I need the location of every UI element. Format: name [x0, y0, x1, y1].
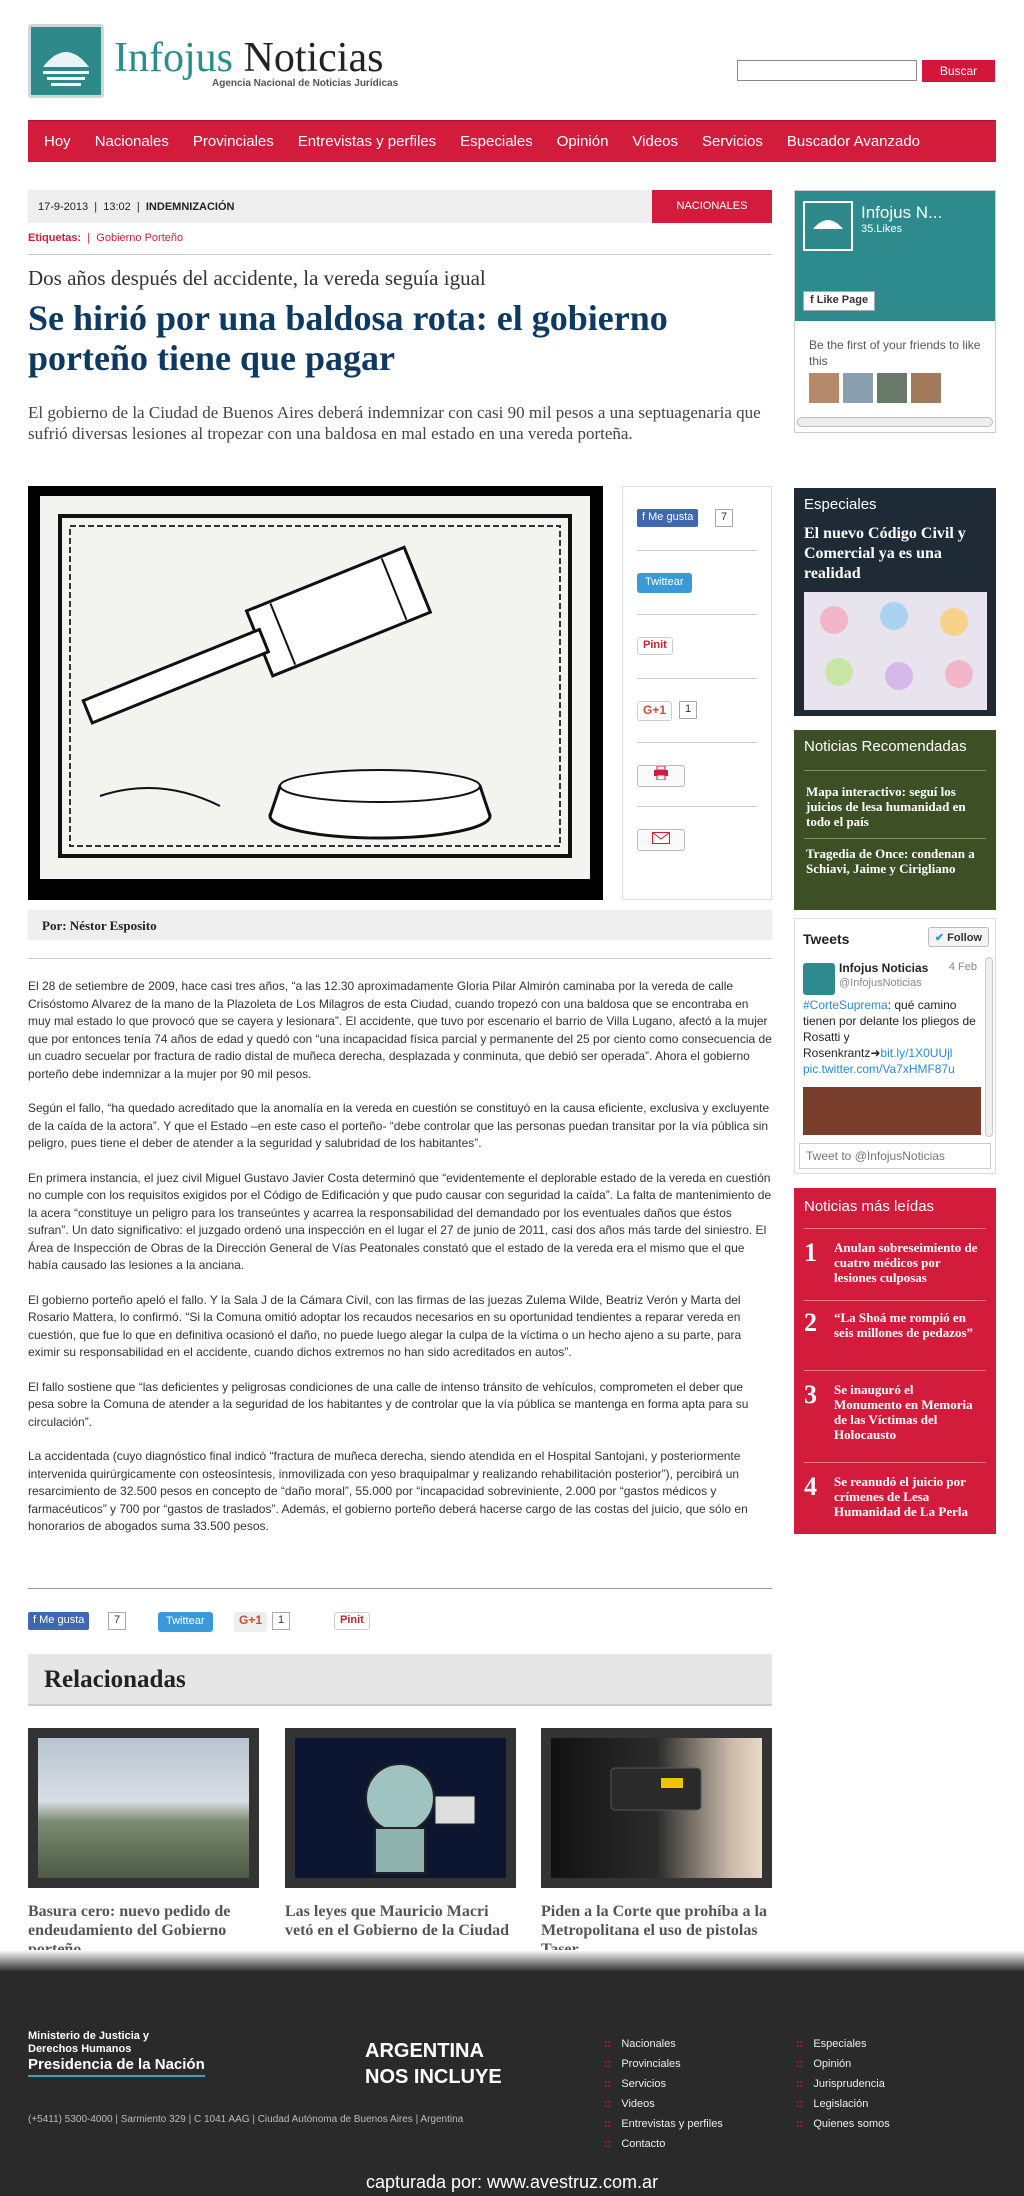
- body-paragraph: En primera instancia, el juez civil Miguel Gustavo Javier Costa determinó que “evidentemente el deplorable estado de la vereda en cuestión no cumple con los requisitos exigidos por el Código de Edificación y que pudo causar con seguridad la caída”. La falta de mantenimiento de la acera “constituye un peligro para los transeúntes y acarrea la responsabilidad del demandado por los eventuales daños que éstos sufran”. Un dato significativo: el juzgado ordenó una inspección en el lugar el 27 de junio de 2011, casi dos años más tarde del siniestro. El Área de Inspección de Obras de la Dirección General de Vías Peatonales constató que el estado de la vereda era el mismo que el que había causado las lesiones a la anciana.: [28, 1170, 772, 1272]
- footer-link-label: Provinciales: [621, 2058, 681, 2070]
- tweet-date[interactable]: 4 Feb: [948, 961, 977, 973]
- footer-link[interactable]: :: Opinión: [796, 2058, 852, 2070]
- footer-link-label: Legislación: [813, 2098, 869, 2110]
- related-title[interactable]: Las leyes que Mauricio Macri vetó en el Gobierno de la Ciudad: [285, 1903, 510, 1939]
- footer-link-label: Especiales: [813, 2038, 867, 2050]
- site-footer: [0, 1972, 1024, 2196]
- footer-ministerio[interactable]: Ministerio de Justicia y Derechos Humanos: [28, 2030, 150, 2055]
- facebook-friends-text: Be the first of your friends to like this: [809, 338, 981, 368]
- mas-leida-title[interactable]: Se reanudó el juicio por crímenes de Lesa Humanidad de La Perla: [834, 1474, 968, 1519]
- facebook-page-likes: 35.Likes: [861, 223, 902, 235]
- mas-leidas-heading: Noticias más leídas: [804, 1198, 935, 1215]
- divider: [28, 254, 772, 255]
- body-paragraph: El fallo sostiene que “las deficientes y peligrosas condiciones de una calle de intenso tránsito de vehículos, comprometen el deber que pesa sobre la Comuna de atender a la seguridad de los habitantes y de controlar que la vía pública se mantenga en forma apta para su circulación”.: [28, 1379, 749, 1429]
- tweets-heading: Tweets: [803, 931, 850, 947]
- share-row-twitter: [637, 551, 757, 615]
- search-button[interactable]: Buscar: [922, 60, 995, 82]
- gplus-button[interactable]: G+1: [234, 1612, 267, 1632]
- footer-presidencia[interactable]: Presidencia de la Nación: [28, 2056, 205, 2077]
- divider: [804, 770, 986, 771]
- mas-leida-title[interactable]: “La Shoá me rompió en seis millones de pedazos”: [834, 1310, 974, 1340]
- tweet-body: : qué camino tienen por delante los pliegos de Rosatti y Rosenkrantz➜: [803, 998, 976, 1060]
- footer-link[interactable]: :: Contacto: [604, 2138, 666, 2150]
- footer-argentina-line2: NOS INCLUYE: [365, 2066, 502, 2088]
- nav-item-provinciales[interactable]: Provinciales: [192, 133, 274, 150]
- gplus-button[interactable]: G+1: [637, 701, 672, 721]
- divider: [804, 1300, 986, 1301]
- mas-leidas-box: [794, 1188, 996, 1534]
- tweet-to-input[interactable]: [799, 1143, 991, 1169]
- tags-label: Etiquetas:: [28, 232, 82, 244]
- tweet-author-name[interactable]: Infojus Noticias: [839, 961, 929, 975]
- divider: [28, 1588, 772, 1589]
- search-input[interactable]: [737, 60, 917, 81]
- especiales-box: [794, 488, 996, 716]
- tweet-author-avatar[interactable]: [803, 963, 835, 995]
- article-body: [28, 978, 772, 1553]
- related-title[interactable]: Piden a la Corte que prohíba a la Metropolitana el uso de pistolas: [541, 1903, 767, 1939]
- printer-icon[interactable]: [637, 765, 685, 787]
- logo-name-infojus: Infojus: [114, 35, 233, 81]
- friend-avatar[interactable]: [843, 373, 873, 403]
- footer-link-label: Servicios: [621, 2078, 666, 2090]
- capture-watermark: capturada por: www.avestruz.com.ar: [365, 2172, 659, 2192]
- facebook-like-count: 7: [108, 1612, 126, 1630]
- tweet-image[interactable]: [803, 1087, 981, 1135]
- article-headline: Se hirió por una baldosa rota: el gobierno porteño tiene que pagar: [28, 298, 668, 378]
- nav-item-servicios[interactable]: Servicios: [702, 133, 763, 150]
- recomendadas-heading: Noticias Recomendadas: [804, 738, 967, 755]
- facebook-widget-scrollbar[interactable]: [797, 417, 993, 427]
- byline-bar: [28, 910, 772, 940]
- footer-link[interactable]: :: Jurisprudencia: [796, 2078, 885, 2090]
- footer-argentina-line1: ARGENTINA: [365, 2040, 484, 2062]
- tweet-text: [803, 997, 981, 1077]
- footer-link[interactable]: :: Videos: [604, 2098, 655, 2110]
- mas-leida-rank: 1: [804, 1238, 817, 1267]
- article-kicker: Dos años después del accidente, la vereda seguía igual: [28, 266, 486, 290]
- facebook-like-count: 7: [715, 509, 733, 527]
- recomendada-link[interactable]: Mapa interactivo: seguí los juicios de lesa humanidad en todo el país: [806, 784, 966, 829]
- footer-shadow: [0, 1950, 1024, 1972]
- section-badge[interactable]: NACIONALES: [652, 190, 772, 223]
- nav-item-videos[interactable]: Videos: [632, 133, 679, 150]
- related-item[interactable]: [285, 1728, 516, 1940]
- footer-link-label: Jurisprudencia: [813, 2078, 885, 2090]
- logo-subtitle: Agencia Nacional de Noticias Jurídicas: [212, 78, 399, 89]
- twitter-share-button[interactable]: Twittear: [637, 573, 692, 593]
- friend-avatar[interactable]: [877, 373, 907, 403]
- share-row-gplus: [637, 679, 757, 743]
- twitter-bird-icon: ✔: [934, 932, 945, 944]
- mas-leida-title[interactable]: Se inauguró el Monumento en Memoria de las Víctimas del Holocausto: [834, 1382, 973, 1442]
- divider: [28, 958, 772, 959]
- facebook-like-label: Me gusta: [648, 511, 694, 523]
- logo-icon[interactable]: [28, 24, 104, 98]
- friend-avatar[interactable]: [911, 373, 941, 403]
- envelope-icon[interactable]: [637, 829, 685, 851]
- footer-link[interactable]: :: Legislación: [796, 2098, 869, 2110]
- main-nav: [28, 120, 996, 162]
- divider: [804, 838, 986, 839]
- related-heading: Relacionadas: [44, 1666, 186, 1693]
- twitter-share-button[interactable]: Twittear: [158, 1612, 213, 1632]
- share-row-facebook: [637, 487, 757, 551]
- mas-leida-rank: 3: [804, 1380, 817, 1409]
- site-header: [0, 0, 1024, 118]
- share-row-pinterest: [637, 615, 757, 679]
- related-item[interactable]: [541, 1728, 772, 1959]
- facebook-page-avatar[interactable]: [803, 201, 853, 251]
- body-paragraph: El 28 de setiembre de 2009, hace casi tres años, “a las 12.30 aproximadamente Gloria Pilar Almirón caminaba por la vereda de calle Crisóstomo Alvarez de la mano de la Plazoleta de Los Milagros de esta Ciudad, cuando tropezó con una baldosa que se encontraba en muy mal estado lo que provocó que se cayera y lesionara”. El accidente, que tuvo por escenario el barrio de Villa Lugano, afectó a la mujer que por entonces tenía 74 años de edad y quedó con “una incapacidad física parcial y permanente del 25 por ciento como consecuencia de un cuadro secuelar por fractura de radio distal de muñeca derecha, desplazada y conminuta, que debió ser operada”. Ahora el gobierno porteño debe indemnizar a la mujer por 90 mil pesos.: [28, 979, 772, 1081]
- footer-link-label: Contacto: [621, 2138, 666, 2150]
- logo-title[interactable]: [114, 34, 383, 82]
- pinterest-button[interactable]: Pinit: [334, 1612, 370, 1630]
- facebook-like-page-label: Like Page: [816, 294, 869, 306]
- footer-link[interactable]: :: Especiales: [796, 2038, 867, 2050]
- twitter-widget: [794, 918, 996, 1174]
- tag-link[interactable]: Gobierno Porteño: [96, 232, 184, 244]
- footer-link[interactable]: :: Entrevistas y perfiles: [604, 2118, 723, 2130]
- related-thumbnail[interactable]: [285, 1728, 516, 1888]
- share-bar-bottom: [28, 1612, 772, 1636]
- mas-leida-rank: 2: [804, 1308, 817, 1337]
- related-thumbnail[interactable]: [28, 1728, 259, 1888]
- footer-link[interactable]: :: Quienes somos: [796, 2118, 890, 2130]
- nav-item-hoy[interactable]: Hoy: [44, 133, 71, 150]
- facebook-like-page-button[interactable]: f Like Page: [803, 291, 875, 311]
- facebook-page-widget: [794, 190, 996, 433]
- friend-avatar[interactable]: [809, 373, 839, 403]
- gplus-count: 1: [272, 1612, 290, 1630]
- facebook-like-button[interactable]: f Me gusta: [28, 1612, 89, 1630]
- tags-row: Etiquetas: | Gobierno Porteño: [28, 232, 184, 244]
- body-paragraph: La accidentada (cuyo diagnóstico final indicó “fractura de muñeca derecha, siendo atendida en el Hospital Santojani, y posteriormente intervenida quirúrgicamente con osteosíntesis, inmovilizada con yeso braquipalmar y realizando rehabilitación posterior”), percibirá un resarcimiento de 32.500 pesos en concepto de “daño moral”, 55.000 por “incapacidad sobreviniente, 2.000 por “gastos médicos y farmacéuticos” y 700 por “gastos de traslados”. Además, el gobierno porteño deberá hacerse cargo de las costas del juicio, que sólo en honorarios de abogados suma 33.500 pesos.: [28, 1449, 748, 1533]
- article-category[interactable]: INDEMNIZACIÓN: [145, 201, 235, 213]
- article-meta-bar: 17-9-2013 | 13:02 | INDEMNIZACIÓN NACIONALES: [28, 190, 772, 223]
- twitter-follow-label: Follow: [947, 932, 982, 944]
- gplus-count: 1: [679, 701, 697, 719]
- nav-item-entrevistas[interactable]: Entrevistas y perfiles: [297, 133, 437, 150]
- recomendada-link[interactable]: Tragedia de Once: condenan a Schiavi, Jaime y Cirigliano: [806, 846, 975, 876]
- share-sidebar: [622, 486, 772, 900]
- logo-name-noticias: Noticias: [243, 35, 384, 81]
- especiales-title[interactable]: El nuevo Código Civil y Comercial ya es una realidad: [804, 525, 966, 582]
- nav-item-nacionales[interactable]: Nacionales: [94, 133, 169, 150]
- gavel-drawing: [40, 496, 590, 879]
- facebook-like-label: Me gusta: [39, 1614, 85, 1626]
- article-byline: Por: Néstor Esposito: [42, 918, 157, 933]
- article-lead: El gobierno de la Ciudad de Buenos Aires deberá indemnizar con casi 90 mil pesos a una septuagenaria que sufrió diversas lesiones al tropezar con una baldosa en mal estado en una vereda porteña.: [28, 403, 761, 443]
- especiales-image[interactable]: [804, 592, 987, 710]
- footer-link[interactable]: :: Servicios: [604, 2078, 666, 2090]
- related-header: [28, 1654, 772, 1706]
- related-thumbnail[interactable]: [541, 1728, 772, 1888]
- footer-link-label: Entrevistas y perfiles: [621, 2118, 723, 2130]
- related-title[interactable]: Basura cero: nuevo pedido de endeudamiento del Gobierno: [28, 1903, 231, 1939]
- article-time: 13:02: [103, 201, 131, 213]
- facebook-cover[interactable]: [795, 191, 995, 321]
- divider: [804, 1228, 986, 1229]
- divider: [804, 1370, 986, 1371]
- nav-item-especiales[interactable]: Especiales: [460, 133, 533, 150]
- especiales-heading: Especiales: [804, 496, 877, 513]
- body-paragraph: El gobierno porteño apeló el fallo. Y la Sala J de la Cámara Civil, con las firmas de las juezas Zulema Wilde, Beatriz Verón y Marta del Rosario Mattera, lo confirmó. “Si la Comuna omitió adoptar los recaudos necesarios en su oportunidad tendientes a reparar vereda en cuestión, que fue lo que en definitiva ocasionó el daño, no puede luego alegar la culpa de la víctima o un hecho ajeno a su parte, para eximir su responsabilidad en el accidente, cuando dichos extremos no han sido acreditados en autos”.: [28, 1292, 742, 1359]
- footer-link-label: Opinión: [813, 2058, 852, 2070]
- footer-argentina-logo[interactable]: [365, 2038, 502, 2090]
- tweets-scrollbar[interactable]: [985, 957, 993, 1137]
- nav-item-opinion[interactable]: Opinión: [556, 133, 609, 150]
- tweet-link[interactable]: bit.ly/1X0UUjl: [880, 1046, 953, 1060]
- footer-link[interactable]: :: Provinciales: [604, 2058, 681, 2070]
- tweet-hashtag[interactable]: #CorteSuprema: [803, 998, 888, 1012]
- mas-leida-rank: 4: [804, 1472, 817, 1501]
- nav-item-buscador[interactable]: Buscador Avanzado: [786, 133, 921, 150]
- body-paragraph: Según el fallo, “ha quedado acreditado que la anomalía en la vereda en cuestión se constituyó en la causa eficiente, exclusiva y excluyente de la caída de la actora”. Y que el Estado –en este caso el porteño- “debe controlar que las personas puedan transitar por la vía pública sin peligro, pues tiene el deber de atender a la seguridad y salubridad de los habitantes”.: [28, 1101, 770, 1150]
- article-illustration: [28, 486, 603, 900]
- share-row-print: [637, 743, 757, 807]
- recomendadas-box: [794, 730, 996, 910]
- related-item[interactable]: [28, 1728, 259, 1959]
- tweet-author-handle[interactable]: @InfojusNoticias: [839, 977, 922, 989]
- footer-link-label: Nacionales: [621, 2038, 676, 2050]
- footer-link[interactable]: :: Nacionales: [604, 2038, 676, 2050]
- tweet-pic-link[interactable]: pic.twitter.com/Va7xHMF87u: [803, 1062, 955, 1076]
- facebook-like-button[interactable]: f Me gusta: [637, 509, 698, 527]
- divider: [804, 1462, 986, 1463]
- facebook-page-name[interactable]: Infojus N...: [861, 203, 943, 222]
- pinterest-button[interactable]: Pinit: [637, 637, 673, 655]
- share-row-mail: [637, 807, 757, 871]
- footer-link-label: Quienes somos: [813, 2118, 890, 2130]
- twitter-follow-button[interactable]: [928, 927, 989, 947]
- article-date: 17-9-2013: [38, 201, 89, 213]
- footer-link-label: Videos: [621, 2098, 655, 2110]
- mas-leida-title[interactable]: Anulan sobreseimiento de cuatro médicos por lesiones culposas: [834, 1240, 978, 1285]
- footer-address: (+5411) 5300-4000 | Sarmiento 329 | C 1041 AAG | Ciudad Autónoma de Buenos Aires | Argentina: [28, 2114, 464, 2125]
